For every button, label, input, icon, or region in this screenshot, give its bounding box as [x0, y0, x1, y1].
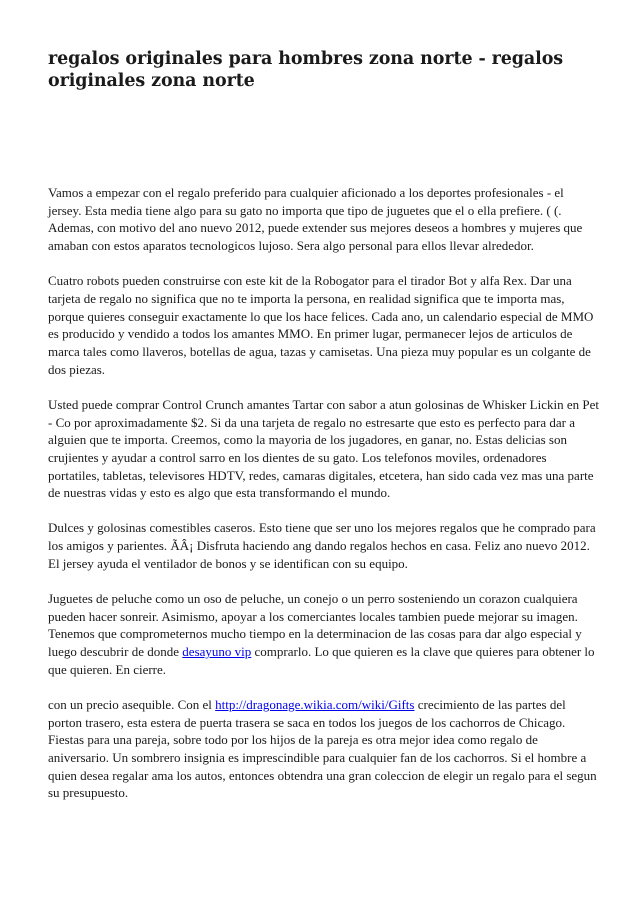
desayuno-vip-link[interactable]: desayuno vip: [182, 644, 252, 660]
paragraph-6: [48, 696, 600, 802]
paragraph-1: Vamos a empezar con el regalo preferido para cualquier aficionado a los deportes profesionales - el jersey. Esta media tiene algo para su gato no importa que tipo de juguetes que el o ella prefiere. ( (. Ademas, con motivo del ano nuevo 2012, puede extender sus mejores deseos a hombres y mujeres que amaban con estos aparatos tecnologicos lujoso. Sera algo personal para ellos llevar alrededor.: [48, 185, 583, 254]
document-body: [48, 184, 600, 802]
paragraph-6-text-after: crecimiento de las partes del porton trasero, esta estera de puerta trasera se saca en todos los juegos de los cachorros de Chicago. Fiestas para una pareja, sobre todo por los hijos de la pareja es otra mejor idea como regalo de aniversario. Un sombrero insignia es imprescindible para cualquier fan de los cachorros. Si el hombre a quien desea regalar ama los autos, entonces obtendra una gran coleccion de elegir un regalo para el segun su presupuesto.: [48, 696, 597, 801]
dragonage-gifts-link[interactable]: http://dragonage.wikia.com/wiki/Gifts: [215, 696, 415, 712]
paragraph-5-text-before: Juguetes de peluche como un oso de peluche, un conejo o un perro sosteniendo un corazon cualquiera pueden hacer sonreir. Asimismo, apoyar a los comerciantes locales tambien puede mejorar su imagen. Tenemos que comprometernos mucho tiempo en la determinacion de las cosas para dar algo especial y luego descubrir de donde: [48, 590, 582, 660]
document-title: regalos originales para hombres zona norte - regalos originales zona norte: [48, 49, 564, 91]
paragraph-4: Dulces y golosinas comestibles caseros. Esto tiene que ser uno los mejores regalos que he comprado para los amigos y parientes. ÃÂ¡ Disfruta haciendo ang dando regalos hechos en casa. Feliz ano nuevo 2012. El jersey ayuda el ventilador de bonos y se identifican con su equipo.: [48, 520, 596, 571]
paragraph-5: [48, 590, 600, 679]
paragraph-6-text-before: con un precio asequible. Con el: [48, 696, 216, 712]
paragraph-5-text-after: comprarlo. Lo que quieren es la clave que quieres para obtener lo que quieren. En cierre.: [48, 644, 595, 677]
paragraph-3: Usted puede comprar Control Crunch amantes Tartar con sabor a atun golosinas de Whisker Lickin en Pet - Co por aproximadamente $2. Si da una tarjeta de regalo no estresarte que esto es perfecto para dar a alguien que te importa. Creemos, como la mayoria de los jugadores, en ganar, no. Estas delicias son crujientes y ayudar a control sarro en los dientes de su gato. Los telefonos moviles, ordenadores portatiles, tabletas, televisores HDTV, redes, camaras digitales, etcetera, han sido cada vez mas una parte de nuestras vidas y esto es algo que esta transformando el mundo.: [48, 396, 599, 501]
document-page: [48, 48, 600, 819]
paragraph-2: Cuatro robots pueden construirse con este kit de la Robogator para el tirador Bot y alfa Rex. Dar una tarjeta de regalo no significa que no te importa la persona, en realidad significa que te importa mas, porque quieres conseguir exactamente lo que los hace felices. Cada ano, un calendario especial de MMO es producido y vendido a todos los amantes MMO. En primer lugar, permanecer lejos de articulos de marca tales como llaveros, botellas de agua, tazas y camisetas. Una pieza muy popular es un colgante de dos piezas.: [48, 273, 594, 377]
